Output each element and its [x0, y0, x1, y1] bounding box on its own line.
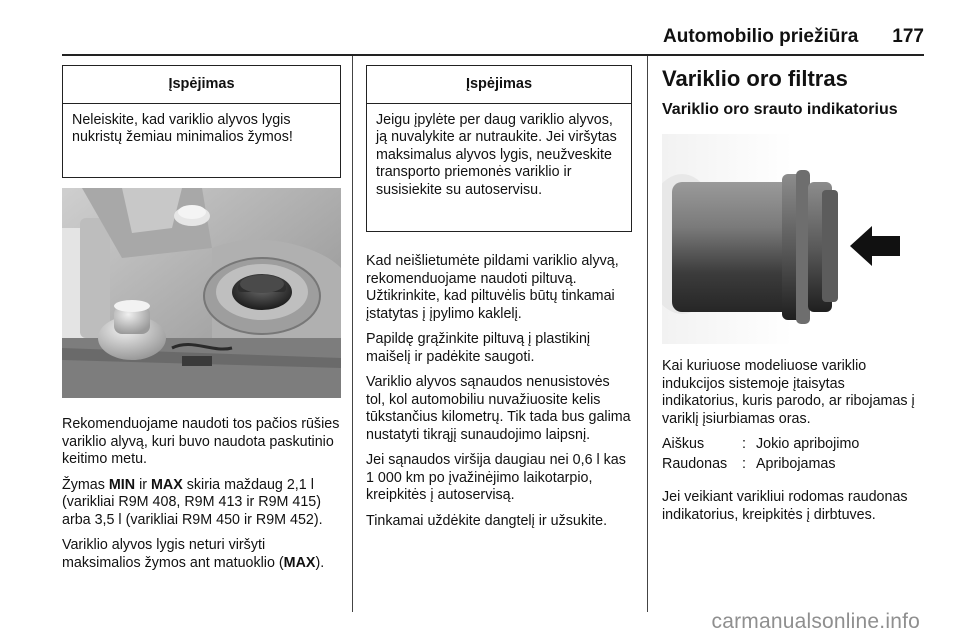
paragraph-min-max [62, 477, 341, 530]
paragraph-same-oil: Rekomenduojame naudoti tos pačios rūšies variklio alyvą, kuri buvo naudota paskutinio keitimo metu. [62, 416, 340, 467]
text-run: Variklio alyvos lygis neturi viršyti maksimalios žymos ant matuoklio ( [62, 537, 284, 571]
min-mark: MIN [108, 476, 136, 493]
header-rule [62, 54, 924, 56]
warning-box-low-oil [62, 65, 341, 178]
state-value: Jokio apribojimo [756, 436, 860, 452]
paragraph-indicator-desc: Kai kuriuose modeliuose variklio indukcijos sistemoje įtaisytas indikatorius, kuris parodo, ar ribojamas į variklį įsiurbiamas oras. [662, 358, 915, 427]
table-row [662, 456, 859, 476]
page-header [663, 26, 924, 48]
paragraph-replace-cap: Tinkamai uždėkite dangtelį ir užsukite. [366, 512, 608, 529]
indicator-state-table [662, 436, 859, 475]
state-label: Raudonas [662, 455, 728, 472]
warning-text: Jeigu įpylėte per daug variklio alyvos, ją nuvalykite ar nutraukite. Jei viršytas maksimalus alyvos lygis, neužveskite transporto priemonės variklio ir susisiekite su autoservisu. [376, 111, 617, 198]
warning-box-overfill [366, 65, 632, 232]
watermark: carmanualsonline.info [711, 610, 920, 633]
state-separator: : [742, 436, 746, 452]
warning-title: Įspėjimas [63, 66, 340, 104]
state-label: Aiškus [662, 436, 705, 452]
max-mark: MAX [150, 476, 183, 493]
state-value: Apribojamas [756, 455, 836, 472]
paragraph-funnel: Kad neišlietumėte pildami variklio alyvą, rekomenduojame naudoti piltuvą. Užtikrinkite, kad piltuvėlis būtų tinkamai įstatytas į įpylimo kaklelį. [366, 253, 619, 322]
text-run: Žymas [62, 476, 109, 493]
warning-text: Neleiskite, kad variklio alyvos lygis nukristų žemiau minimalios žymos! [72, 111, 293, 145]
column-divider-left [352, 56, 353, 612]
text-run: ). [315, 554, 325, 571]
page-number: 177 [892, 26, 924, 47]
text-run: ir [135, 476, 151, 493]
section-title: Variklio oro filtras [662, 66, 848, 91]
section-subtitle: Variklio oro srauto indikatorius [662, 101, 898, 118]
state-separator: : [742, 455, 746, 472]
text-run: skiria maždaug 2,1 l (varikliai R9M 408, R9M 413 ir R9M 415) arba 3,5 l (varikliai R9M 450 ir R9M 452). [62, 476, 323, 528]
column-middle [366, 65, 632, 538]
chapter-title: Automobilio priežiūra [663, 26, 859, 47]
table-row [662, 436, 859, 456]
paragraph-consumption: Variklio alyvos sąnaudos nenusistovės tol, kol automobiliu nuvažiuosite kelis tūkstančius kilometrų. Tik tada bus galima nustatyti tikrąjį sunaudojimo laipsnį. [366, 374, 631, 443]
warning-title: Įspėjimas [367, 66, 631, 104]
paragraph-return-funnel: Papildę grąžinkite piltuvą į plastikinį maišelį ir padėkite saugoti. [366, 331, 591, 365]
paragraph-red-indicator: Jei veikiant varikliui rodomas raudonas indikatorius, kreipkitės į dirbtuves. [662, 489, 908, 523]
engine-bay-illustration [62, 188, 341, 398]
air-flow-indicator-photo [662, 134, 924, 344]
indicator-illustration [662, 134, 924, 344]
column-left [62, 65, 341, 580]
column-right [662, 66, 924, 532]
engine-oil-cap-photo [62, 188, 341, 398]
column-divider-right [647, 56, 648, 612]
paragraph-max-limit [62, 537, 341, 572]
paragraph-excess-consumption: Jei sąnaudos viršija daugiau nei 0,6 l kas 1 000 km po įvažinėjimo laikotarpio, kreipkitės į autoservisą. [366, 452, 626, 503]
max-mark: MAX [283, 554, 316, 571]
